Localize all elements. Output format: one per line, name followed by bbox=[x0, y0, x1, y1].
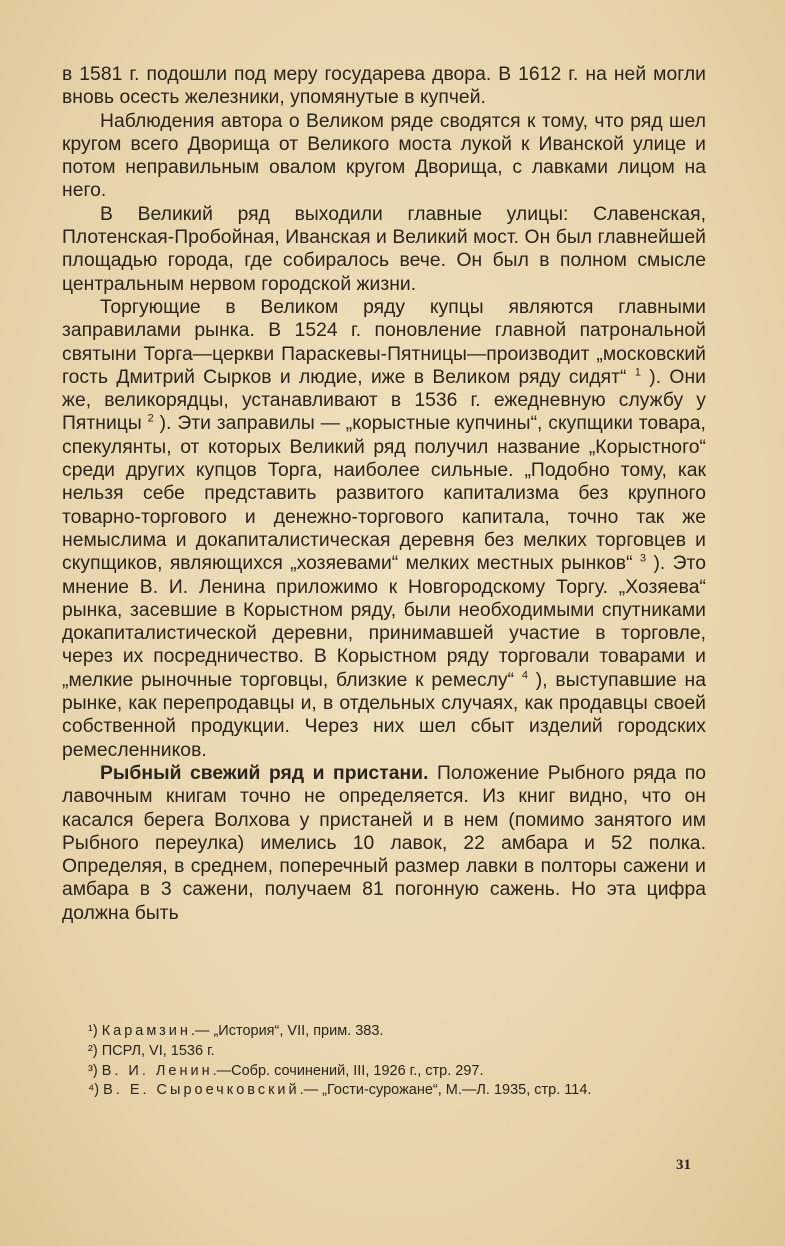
footnote-text: .— „История“, VII, прим. 383. bbox=[190, 1023, 384, 1039]
main-text bbox=[62, 63, 706, 925]
paragraph-2: Наблюдения автора о Великом ряде сводятся к тому, что ряд шел кругом всего Дворища от Великого моста лукой к Иванской улице и потом неправильным овалом кругом Дворища, с лавками лицом на него. bbox=[62, 110, 706, 202]
paragraph-4-part-e: ), выступавшие на рынке, как перепродавцы и, в отдельных случаях, как продавцы своей собственной продукции. Через них шел сбыт изделий городских ремесленников. bbox=[62, 669, 706, 761]
footnote-ref-4: 4 bbox=[521, 669, 529, 682]
paragraph-4 bbox=[62, 296, 706, 762]
footnote-mark: ²) bbox=[88, 1042, 98, 1059]
footnote-ref-2: 2 bbox=[147, 413, 154, 426]
footnote-mark: ³) bbox=[88, 1062, 98, 1079]
footnote-author: В. Е. Сыроечковский bbox=[103, 1082, 300, 1099]
footnote-1 bbox=[62, 1022, 706, 1042]
footnotes bbox=[62, 1022, 706, 1101]
paragraph-3: В Великий ряд выходили главные улицы: Славенская, Плотенская-Пробойная, Иванская и Великий мост. Он был главнейшей площадью города, где собиралось вече. Он был в полном смысле центральным нервом городской жизни. bbox=[62, 203, 706, 295]
page-number: 31 bbox=[676, 1157, 691, 1173]
footnote-text: .—Собр. сочинений, III, 1926 г., стр. 297. bbox=[212, 1062, 484, 1079]
footnote-mark: ¹) bbox=[88, 1023, 98, 1039]
paragraph-4-part-b: ). Они же, великорядцы, устанавливают в 1536 г. ежедневную службу у Пятницы bbox=[62, 366, 706, 435]
paragraph-4-part-c: ). Эти заправилы — „корыстные купчины“, скупщики товара, спекулянты, от которых Великий ряд получил название „Корыстного“ среди других купцов Торга, наиболее сильные. „Подобно тому, как нельзя себе представить развитого капитализма без крупного товарно-торгового и денежно-торгового капитала, точно так же немыслима и докапиталистическая деревня без мелких торговцев и скупщиков, являющихся „хозяевами“ мелких местных рынков“ bbox=[62, 413, 706, 575]
footnote-2 bbox=[62, 1042, 706, 1062]
paragraph-4-part-a: Торгующие в Великом ряду купцы являются главными заправилами рынка. В 1524 г. поновление главной патрональной святыни Торга—церкви Параскевы-Пятницы—производит „московский гость Дмитрий Сырков и людие, иже в Великом ряду сидят“ bbox=[62, 296, 706, 388]
footnote-3 bbox=[62, 1062, 706, 1082]
paragraph-1: в 1581 г. подошли под меру государева двора. В 1612 г. на ней могли вновь осесть железники, упомянутые в купчей. bbox=[62, 64, 706, 109]
footnote-ref-3: 3 bbox=[639, 552, 647, 565]
paragraph-5-body: Положение Рыбного ряда по лавочным книгам точно не определяется. Из книг видно, что он касался берега Волхова у пристаней и в нем (помимо занятого им Рыбного переулка) имелись 10 лавок, 22 амбара и 52 полка. Определяя, в среднем, поперечный размер лавки в полторы сажени и амбара в 3 сажени, получаем 81 погонную сажень. Но эта цифра должна быть bbox=[62, 762, 706, 924]
footnote-text: ПСРЛ, VI, 1536 г. bbox=[101, 1042, 215, 1059]
section-heading: Рыбный свежий ряд и пристани. bbox=[100, 762, 429, 784]
footnote-ref-1: 1 bbox=[634, 366, 641, 379]
footnote-4 bbox=[62, 1081, 706, 1101]
paragraph-5 bbox=[62, 762, 706, 925]
footnote-mark: ⁴) bbox=[88, 1082, 100, 1099]
paragraph-4-part-d: ). Это мнение В. И. Ленина приложимо к Новгородскому Торгу. „Хозяева“ рынка, засевшие в Корыстном ряду, были необходимыми спутниками докапиталистической деревни, принимавшей участие в торговле, через их посредничество. В Корыстном ряду торговали товарами и „мелкие рыночные торговцы, близкие к ремеслу“ bbox=[62, 553, 706, 691]
footnote-author: Карамзин bbox=[101, 1023, 191, 1039]
footnote-author: В. И. Ленин bbox=[101, 1062, 213, 1079]
footnote-text: .— „Гости-сурожане“, М.—Л. 1935, стр. 114. bbox=[299, 1082, 592, 1099]
